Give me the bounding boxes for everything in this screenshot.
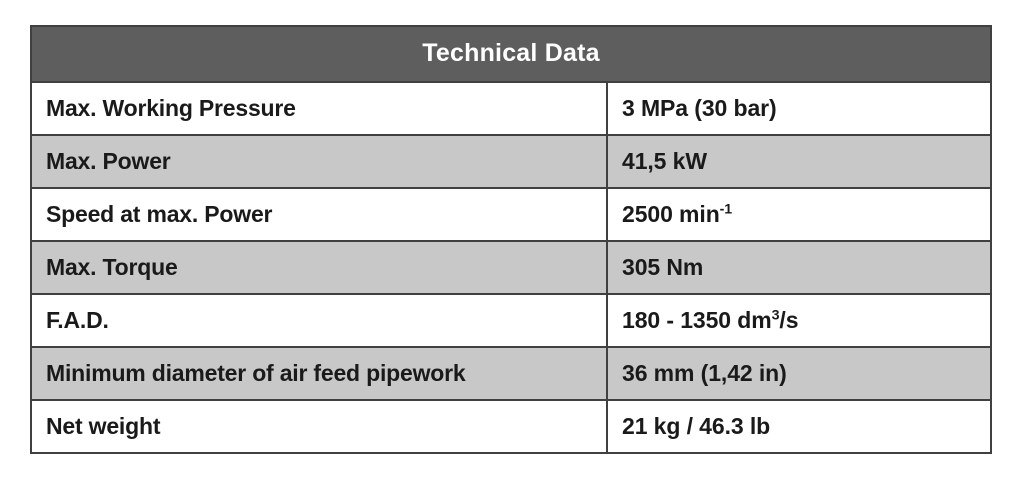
row-label: Net weight bbox=[31, 400, 607, 453]
row-value: 21 kg / 46.3 lb bbox=[607, 400, 991, 453]
table-row bbox=[31, 241, 991, 294]
row-label: Minimum diameter of air feed pipework bbox=[31, 347, 607, 400]
row-value-suffix: /s bbox=[779, 306, 799, 333]
technical-data-table-wrapper bbox=[30, 25, 990, 454]
table-row bbox=[31, 347, 991, 400]
row-label: Max. Working Pressure bbox=[31, 82, 607, 135]
row-value-superscript: -1 bbox=[719, 200, 733, 217]
table-row bbox=[31, 82, 991, 135]
row-label: Max. Torque bbox=[31, 241, 607, 294]
row-value: 3 MPa (30 bar) bbox=[607, 82, 991, 135]
row-label: Speed at max. Power bbox=[31, 188, 607, 241]
technical-data-table bbox=[30, 25, 992, 454]
row-value bbox=[607, 294, 991, 347]
table-header-row bbox=[31, 26, 991, 82]
row-label: Max. Power bbox=[31, 135, 607, 188]
row-value bbox=[607, 188, 991, 241]
table-body bbox=[31, 82, 991, 453]
table-row bbox=[31, 135, 991, 188]
row-value-superscript: 3 bbox=[771, 306, 780, 323]
row-label: F.A.D. bbox=[31, 294, 607, 347]
table-title: Technical Data bbox=[31, 26, 991, 82]
row-value: 36 mm (1,42 in) bbox=[607, 347, 991, 400]
row-value-text: 180 - 1350 dm bbox=[622, 306, 772, 333]
row-value-text: 2500 min bbox=[622, 200, 720, 227]
table-row bbox=[31, 188, 991, 241]
row-value: 305 Nm bbox=[607, 241, 991, 294]
row-value: 41,5 kW bbox=[607, 135, 991, 188]
table-row bbox=[31, 400, 991, 453]
table-row bbox=[31, 294, 991, 347]
